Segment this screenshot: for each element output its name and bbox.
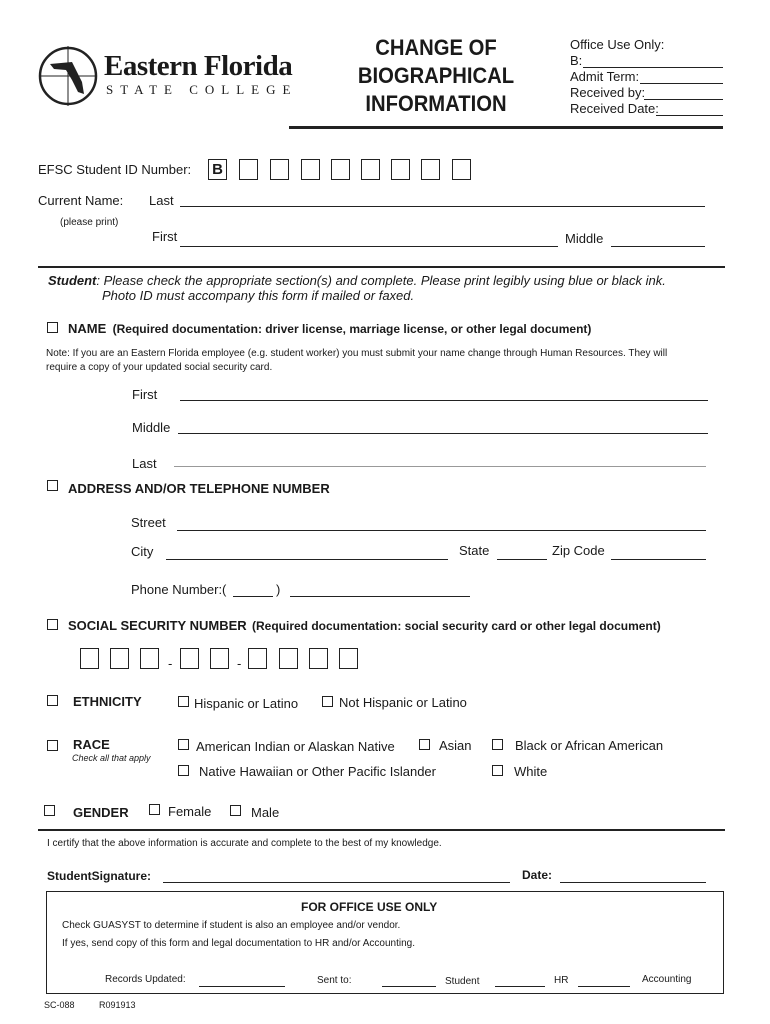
sent-accounting-label: Accounting	[642, 974, 692, 985]
student-id-digit[interactable]	[239, 159, 258, 180]
ssn-digit[interactable]	[279, 648, 298, 669]
records-updated-field[interactable]	[199, 986, 285, 987]
student-id-digit[interactable]	[452, 159, 471, 180]
current-middle-field[interactable]	[611, 246, 705, 247]
student-id-digit[interactable]	[391, 159, 410, 180]
asian-checkbox[interactable]	[419, 739, 430, 750]
race-subtitle: Check all that apply	[72, 753, 151, 763]
signature-field[interactable]	[163, 882, 510, 883]
ssn-digit[interactable]	[248, 648, 267, 669]
current-first-label: First	[152, 229, 178, 244]
ssn-digit[interactable]	[210, 648, 229, 669]
form-revision: R091913	[99, 1000, 136, 1010]
office-use-heading: Office Use Only:	[570, 37, 665, 52]
title-line: INFORMATION	[365, 91, 507, 116]
received-by-label: Received by:	[570, 85, 646, 100]
certification-text: I certify that the above information is accurate and complete to the best of my knowledge.	[47, 838, 442, 849]
name-heading: NAME	[68, 321, 107, 336]
instructions	[48, 273, 666, 288]
title-line: CHANGE OF	[375, 35, 497, 60]
sent-student-label: Student	[445, 976, 480, 987]
please-print-note: (please print)	[60, 217, 119, 228]
name-section-heading	[68, 321, 591, 336]
street-field[interactable]	[177, 530, 706, 531]
admit-term-label: Admit Term:	[570, 69, 640, 84]
current-first-field[interactable]	[180, 246, 558, 247]
hispanic-label: Hispanic or Latino	[194, 696, 299, 711]
native-hawaiian-label: Native Hawaiian or Other Pacific Islander	[199, 764, 436, 779]
ethnicity-heading: ETHNICITY	[73, 694, 142, 709]
sent-hr-label: HR	[554, 975, 569, 986]
logo-subtitle: STATE COLLEGE	[106, 82, 298, 97]
current-last-field[interactable]	[180, 206, 705, 207]
ssn-requirement: (Required documentation: social security card or other legal document)	[252, 619, 661, 633]
race-section-checkbox[interactable]	[47, 740, 58, 751]
office-b-label: B:	[570, 53, 583, 68]
current-last-label: Last	[149, 193, 174, 208]
race-heading: RACE	[73, 737, 110, 752]
new-last-field[interactable]	[174, 466, 706, 467]
admit-term-line	[640, 83, 723, 84]
asian-label: Asian	[439, 738, 472, 753]
received-date-label: Received Date:	[570, 101, 659, 116]
female-checkbox[interactable]	[149, 804, 160, 815]
received-by-line	[644, 99, 723, 100]
student-id-digit[interactable]	[331, 159, 350, 180]
ssn-digit[interactable]	[140, 648, 159, 669]
new-middle-field[interactable]	[178, 433, 708, 434]
address-heading: ADDRESS AND/OR TELEPHONE NUMBER	[68, 481, 330, 496]
american-indian-checkbox[interactable]	[178, 739, 189, 750]
ssn-dash: -	[168, 656, 173, 671]
office-b-line	[583, 67, 723, 68]
current-middle-label: Middle	[565, 231, 604, 246]
records-updated-label: Records Updated:	[105, 974, 186, 985]
office-box-line-1: Check GUASYST to determine if student is also an employee and/or vendor.	[62, 920, 401, 931]
sent-student-field[interactable]	[495, 986, 545, 987]
black-label: Black or African American	[515, 738, 664, 753]
ssn-heading: SOCIAL SECURITY NUMBER	[68, 618, 247, 633]
not-hispanic-checkbox[interactable]	[322, 696, 333, 707]
zip-label: Zip Code	[552, 543, 605, 558]
ssn-digit[interactable]	[339, 648, 358, 669]
title-line: BIOGRAPHICAL	[357, 63, 515, 88]
phone-label: Phone Number:(	[131, 582, 227, 597]
logo-name: Eastern Florida	[104, 50, 293, 82]
section-rule	[38, 266, 725, 268]
name-note-line-1: Note: If you are an Eastern Florida employee (e.g. student worker) you must submit your name change through Human Resources. They will	[46, 348, 668, 359]
native-hawaiian-checkbox[interactable]	[178, 765, 189, 776]
new-last-label: Last	[132, 456, 157, 471]
student-id-digit[interactable]	[301, 159, 320, 180]
ssn-digit[interactable]	[80, 648, 99, 669]
student-id-digit[interactable]	[270, 159, 289, 180]
gender-section-checkbox[interactable]	[44, 805, 55, 816]
black-checkbox[interactable]	[492, 739, 503, 750]
form-number: SC-088	[44, 1000, 75, 1010]
student-id-prefix: B	[208, 159, 227, 180]
header-rule	[289, 126, 723, 129]
male-checkbox[interactable]	[230, 805, 241, 816]
instructions-lead: Student	[48, 273, 97, 288]
office-box-line-2: If yes, send copy of this form and legal documentation to HR and/or Accounting.	[62, 938, 415, 949]
florida-seal-icon	[36, 42, 100, 110]
certify-rule	[38, 829, 725, 831]
instructions-text-2: Photo ID must accompany this form if mailed or faxed.	[102, 288, 415, 303]
student-id-digit[interactable]	[421, 159, 440, 180]
instructions-text: : Please check the appropriate section(s) and complete. Please print legibly using blue or black ink.	[96, 273, 666, 288]
date-label: Date:	[522, 868, 553, 882]
american-indian-label: American Indian or Alaskan Native	[196, 739, 395, 754]
not-hispanic-label: Not Hispanic or Latino	[339, 695, 467, 710]
city-field[interactable]	[166, 559, 448, 560]
ssn-section-checkbox[interactable]	[47, 619, 58, 630]
ethnicity-section-checkbox[interactable]	[47, 695, 58, 706]
office-box-title: FOR OFFICE USE ONLY	[301, 900, 438, 914]
state-label: State	[459, 543, 490, 558]
form-title	[336, 34, 536, 118]
ssn-digit[interactable]	[180, 648, 199, 669]
female-label: Female	[168, 804, 212, 819]
hispanic-checkbox[interactable]	[178, 696, 189, 707]
received-date-line	[656, 115, 723, 116]
student-id-digit[interactable]	[361, 159, 380, 180]
phone-paren: )	[276, 582, 281, 597]
ssn-digit[interactable]	[309, 648, 328, 669]
new-first-field[interactable]	[180, 400, 708, 401]
new-middle-label: Middle	[132, 420, 171, 435]
ssn-section-heading	[68, 618, 661, 633]
name-section-checkbox[interactable]	[47, 322, 58, 333]
street-label: Street	[131, 515, 166, 530]
male-label: Male	[251, 805, 280, 820]
sent-to-field[interactable]	[382, 986, 436, 987]
office-use-box	[46, 891, 724, 994]
date-field[interactable]	[560, 882, 706, 883]
sent-to-label: Sent to:	[317, 975, 352, 986]
zip-field[interactable]	[611, 559, 706, 560]
ssn-digit[interactable]	[110, 648, 129, 669]
college-logo	[36, 42, 298, 112]
white-checkbox[interactable]	[492, 765, 503, 776]
white-label: White	[514, 764, 548, 779]
ssn-dash: -	[237, 656, 242, 671]
name-note-line-2: require a copy of your updated social security card.	[46, 362, 273, 373]
name-requirement: (Required documentation: driver license, marriage license, or other legal document)	[112, 322, 592, 336]
gender-heading: GENDER	[73, 805, 129, 820]
sent-hr-field[interactable]	[578, 986, 630, 987]
signature-label: StudentSignature:	[47, 869, 151, 883]
new-first-label: First	[132, 387, 158, 402]
phone-number-field[interactable]	[290, 596, 470, 597]
state-field[interactable]	[497, 559, 547, 560]
phone-area-code-field[interactable]	[233, 596, 273, 597]
student-id-label: EFSC Student ID Number:	[38, 162, 192, 177]
address-section-checkbox[interactable]	[47, 480, 58, 491]
city-label: City	[131, 544, 154, 559]
current-name-label: Current Name:	[38, 193, 124, 208]
